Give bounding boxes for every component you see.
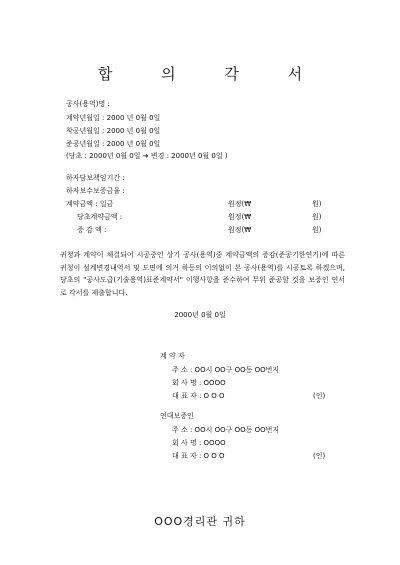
contract-amount-won: 원정(₩ bbox=[228, 200, 252, 208]
addressee-line: OOO경리관 귀하 bbox=[154, 515, 246, 528]
contractor-heading: 계 약 자 bbox=[160, 352, 185, 360]
change-amount-close: 원) bbox=[312, 226, 322, 234]
contract-date-field: 계약년월일 : 2000 년 0월 0일 bbox=[66, 114, 161, 122]
change-note-field: (당초 : 2000년 0월 0일 ➔ 변경 : 2000년 0월 0일 ) bbox=[66, 152, 228, 160]
guarantor-address: 주 소 : OO시 OO구 OO동 OO번지 bbox=[172, 426, 280, 434]
guarantor-representative: 대 표 자 : O O O bbox=[172, 452, 225, 460]
guarantor-company: 회 사 명 : OOOO bbox=[172, 439, 226, 447]
project-name-field: 공사(용역)명 : bbox=[66, 100, 110, 108]
change-amount-won: 원정(₩ bbox=[228, 226, 252, 234]
completion-date-field: 준공년월일 : 2000 년 0월 0일 bbox=[66, 140, 161, 148]
contractor-address: 주 소 : OO시 OO구 OO동 OO번지 bbox=[172, 366, 280, 374]
change-amount-label: 증 감 액 : bbox=[77, 226, 107, 234]
guarantor-seal-mark: (인) bbox=[313, 452, 326, 460]
guarantor-heading: 연대보증인 bbox=[160, 412, 194, 420]
contract-amount-close: 원) bbox=[312, 200, 322, 208]
contract-amount-label: 계약금액 : 일금 bbox=[66, 200, 114, 208]
original-amount-close: 원) bbox=[312, 213, 322, 221]
contractor-company: 회 사 명 : OOOO bbox=[172, 379, 226, 387]
document-title: 합 의 각 서 bbox=[97, 65, 325, 83]
original-amount-label: 당초계약금액 : bbox=[77, 213, 123, 221]
document-date: 2000년 0월 0일 bbox=[174, 311, 226, 319]
pledge-paragraph: 귀청과 계약이 체결되어 시공중인 상기 공사(용역)중 계약금액의 증감(준공기한연기)에 따른 귀청이 설계변경내역서 및 도면에 의거 하등의 이의없이 본 공사(용역)를 시공토록 하겠으며, 당초의 "공사도급(기술용역)표준계약서" 이행사항을 준수하여 무위 준공할 것을 보증인 연서로 각서를 제출합니다. bbox=[60, 251, 345, 297]
warranty-period-field: 하자담보책임기간 : bbox=[66, 174, 125, 182]
original-amount-won: 원정(₩ bbox=[228, 213, 252, 221]
warranty-rate-field: 하자보수보증금율 : bbox=[66, 187, 125, 195]
start-date-field: 착공년월일 : 2000 년 0월 0일 bbox=[66, 127, 161, 135]
contractor-seal-mark: (인) bbox=[313, 392, 326, 400]
contractor-representative: 대 표 자 : O O O bbox=[172, 392, 225, 400]
